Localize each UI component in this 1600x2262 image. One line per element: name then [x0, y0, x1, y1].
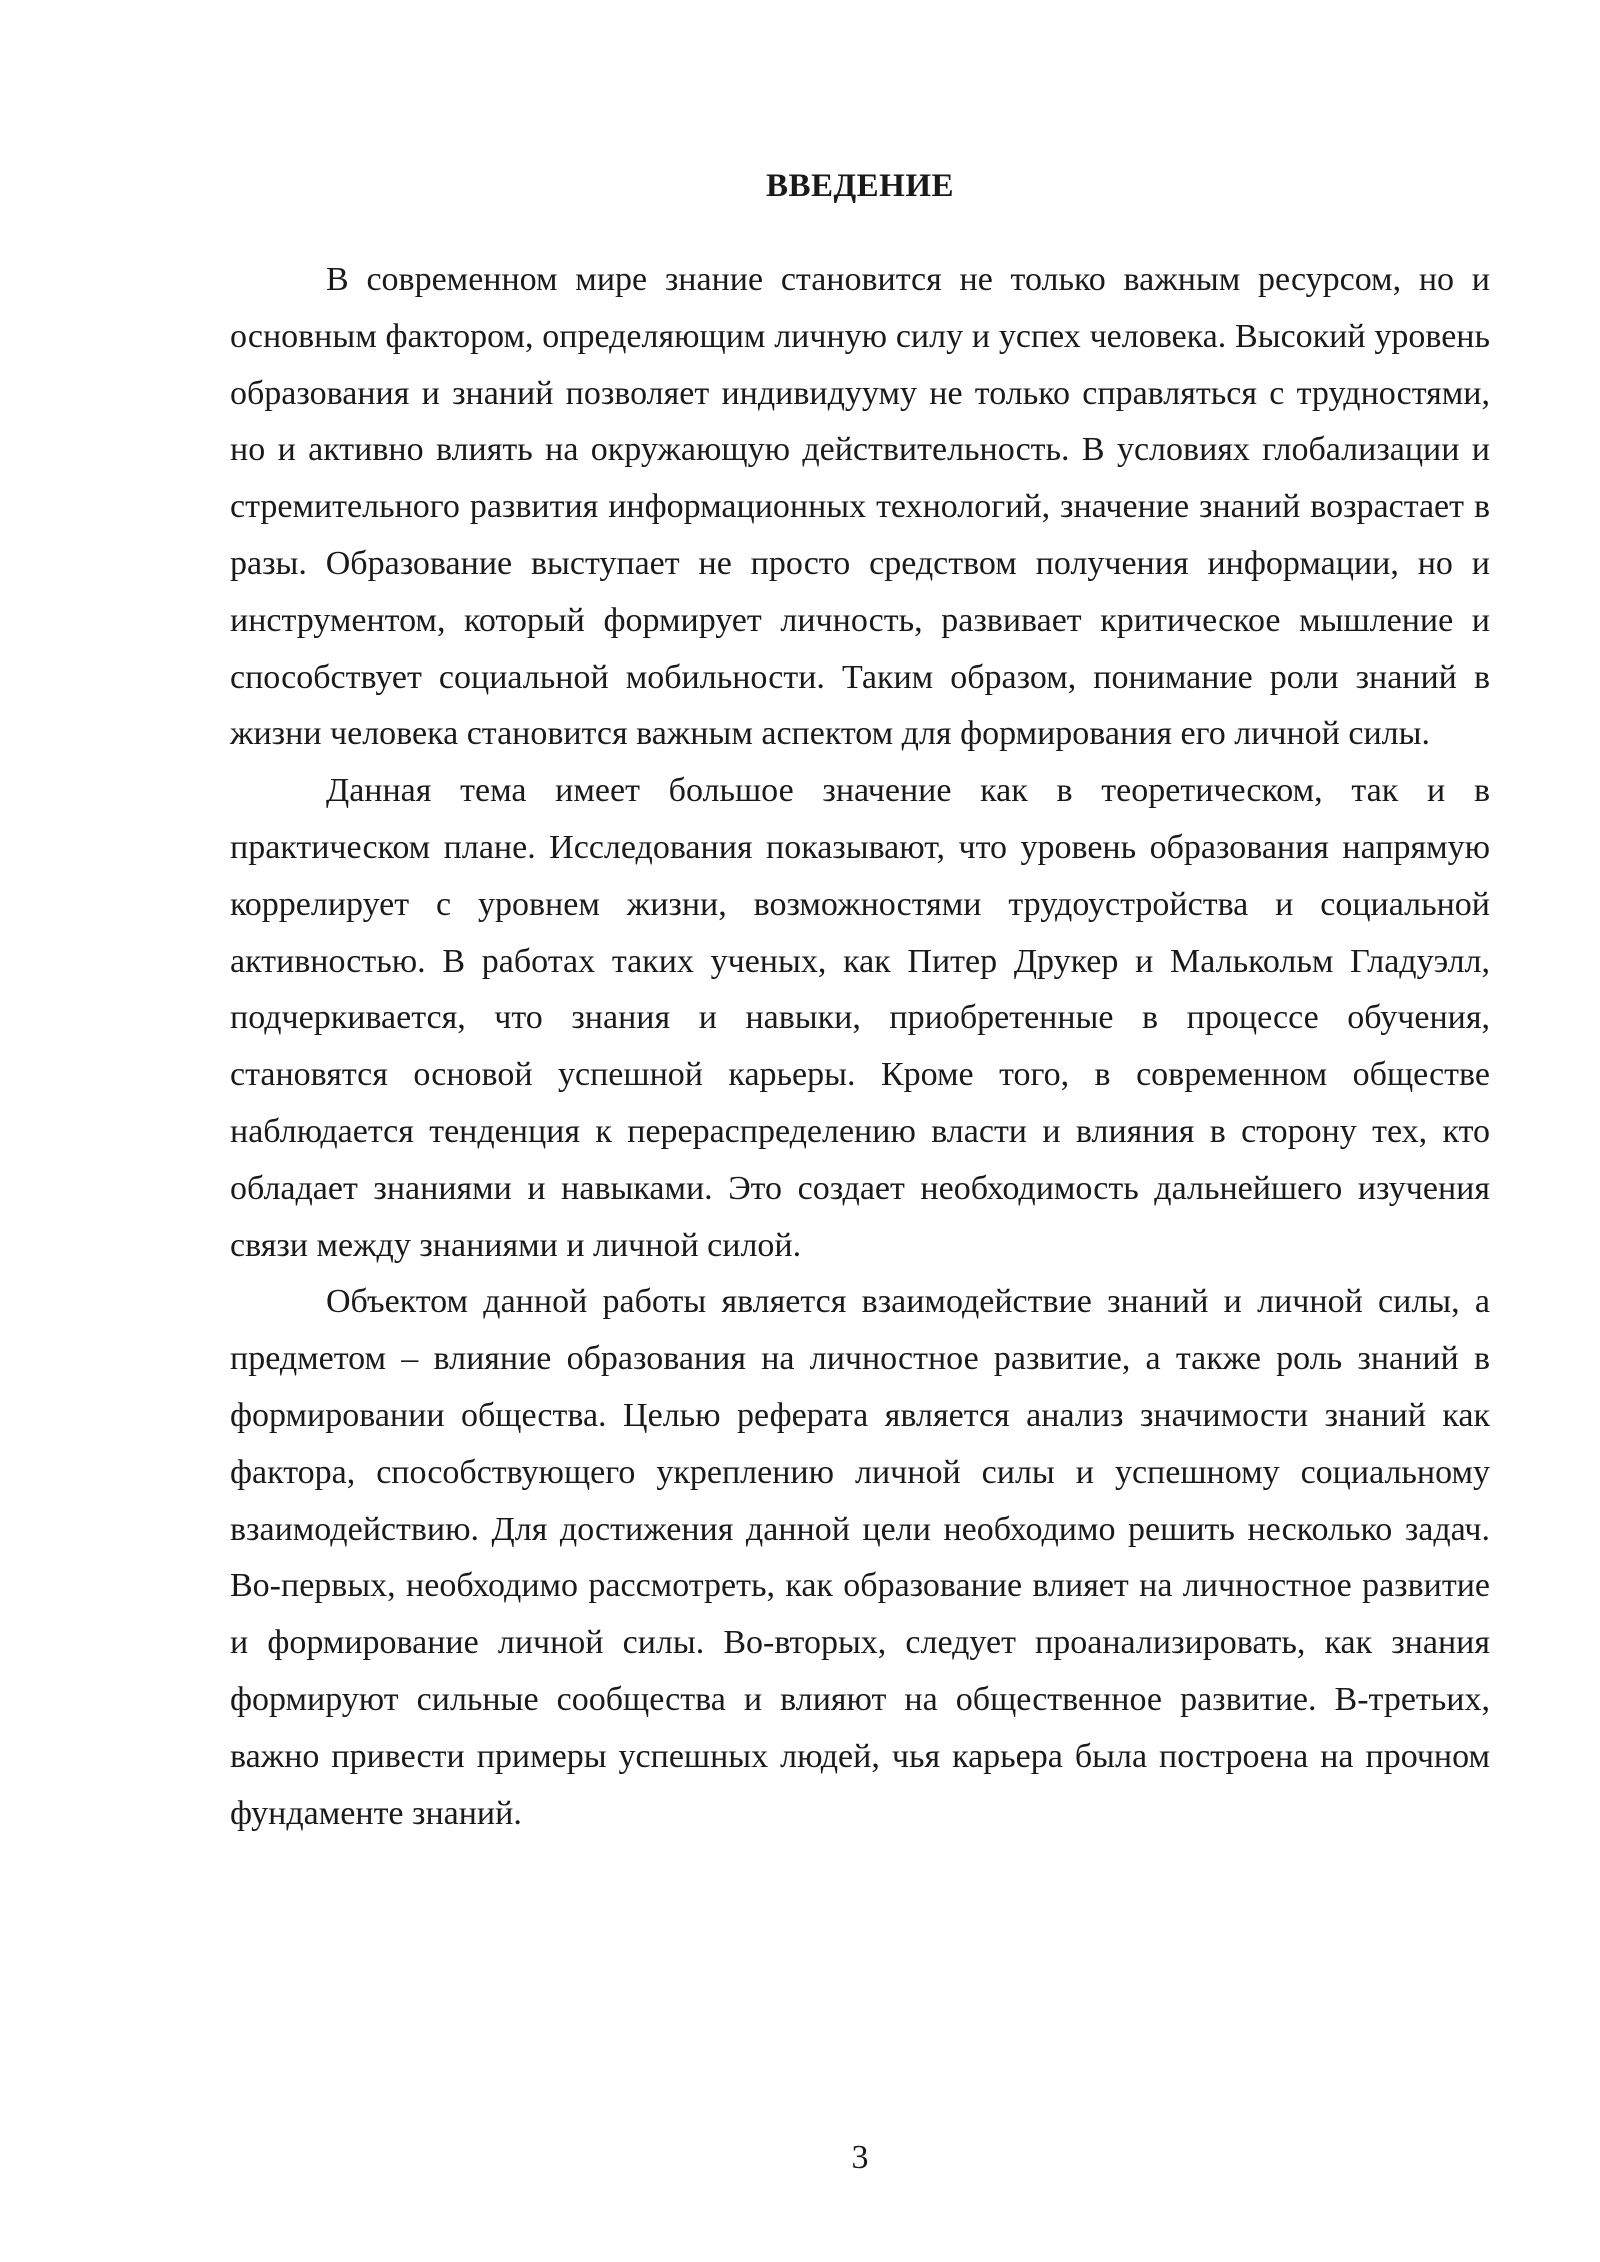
paragraph-1: В современном мире знание становится не только важным ресурсом, но и основным фактором, определяющим личную силу и успех человека. Высокий уровень образования и знаний позволяет индивидууму не только справляться с трудностями, но и активно влиять на окружающую действительность. В условиях глобализации и стремительного развития информационных технологий, значение знаний возрастает в разы. Образование выступает не просто средством получения информации, но и инструментом, который формирует личность, развивает критическое мышление и способствует социальной мобильности. Таким образом, понимание роли знаний в жизни человека становится важным аспектом для формирования его личной силы. [230, 261, 1490, 753]
paragraph-2: Данная тема имеет большое значение как в теоретическом, так и в практическом плане. Исследования показывают, что уровень образования напрямую коррелирует с уровнем жизни, возможностями трудоустройства и социальной активностью. В работах таких ученых, как Питер Друкер и Малькольм Гладуэлл, подчеркивается, что знания и навыки, приобретенные в процессе обучения, становятся основой успешной карьеры. Кроме того, в современном обществе наблюдается тенденция к перераспределению власти и влияния в сторону тех, кто обладает знаниями и навыками. Это создает необходимость дальнейшего изучения связи между знаниями и личной силой. [230, 772, 1490, 1264]
paragraph-3: Объектом данной работы является взаимодействие знаний и личной силы, а предметом – влияние образования на личностное развитие, а также роль знаний в формировании общества. Целью реферата является анализ значимости знаний как фактора, способствующего укреплению личной силы и успешному социальному взаимодействию. Для достижения данной цели необходимо решить несколько задач. Во-первых, необходимо рассмотреть, как образование влияет на личностное развитие и формирование личной силы. Во-вторых, следует проанализировать, как знания формируют сильные сообщества и влияют на общественное развитие. В-третьих, важно привести примеры успешных людей, чья карьера была построена на прочном фундаменте знаний. [230, 1283, 1490, 1832]
body-text [230, 252, 1490, 1842]
section-heading: ВВЕДЕНИЕ [765, 168, 955, 204]
page-number: 3 [851, 2139, 869, 2176]
